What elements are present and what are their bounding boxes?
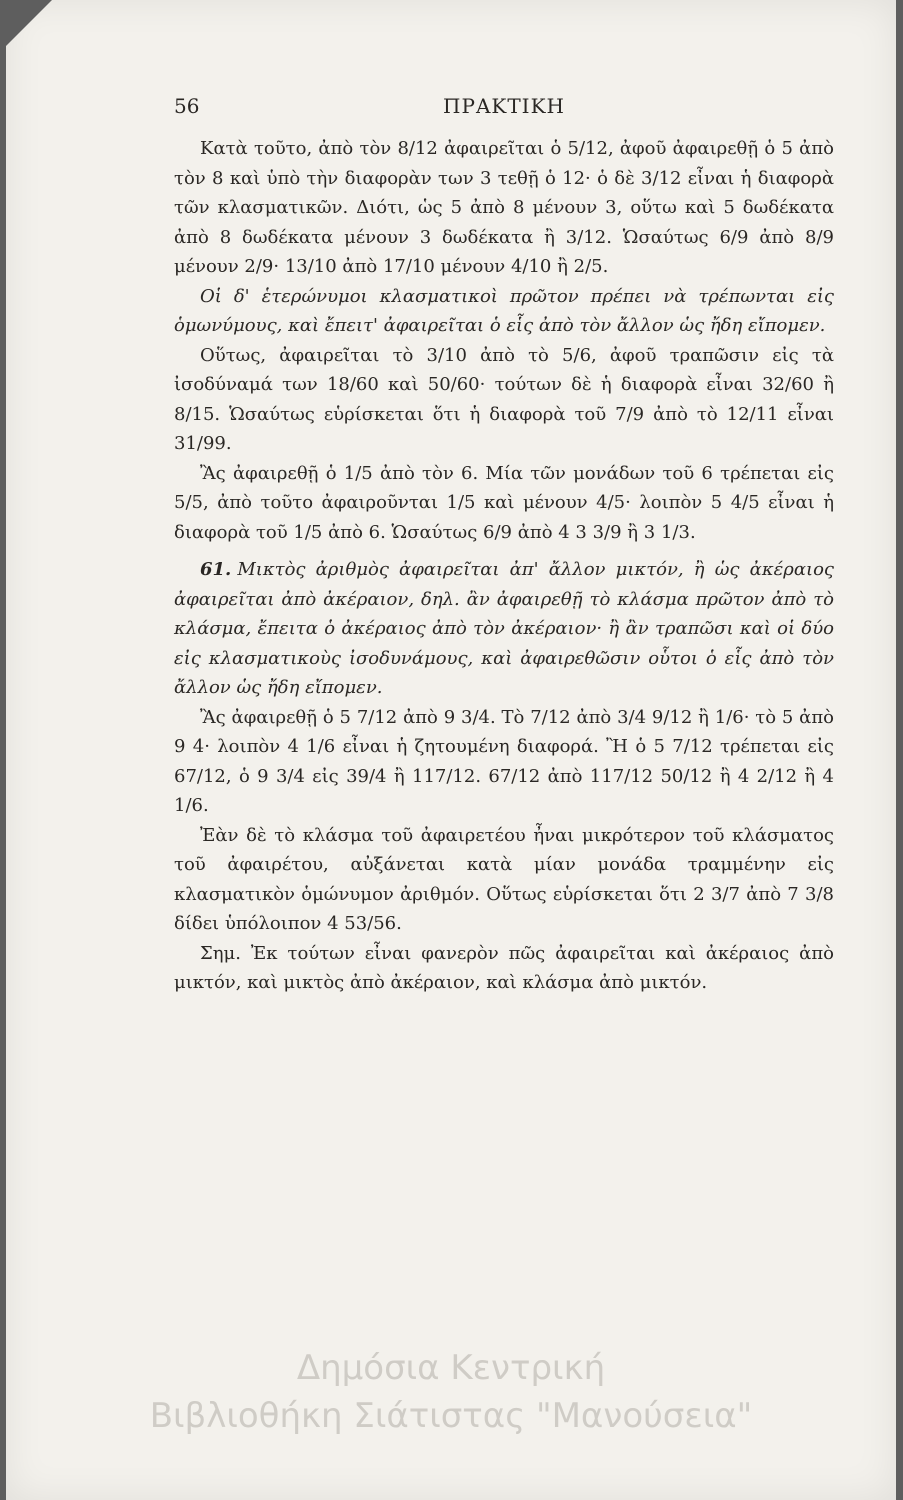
running-head: ΠΡΑΚΤΙΚΗ bbox=[443, 94, 565, 118]
section-61 bbox=[174, 555, 834, 703]
paragraph-1: Κατὰ τοῦτο, ἀπὸ τὸν 8/12 ἀφαιρεῖται ὁ 5/12, ἀφοῦ ἀφαιρεθῇ ὁ 5 ἀπὸ τὸν 8 καὶ ὑπὸ τὴν διαφορὰν των 3 τεθῇ ὁ 12· ὁ δὲ 3/12 εἶναι ἡ διαφορὰ τῶν κλασματικῶν. Διότι, ὡς 5 ἀπὸ 8 μένουν 3, οὕτω καὶ 5 δωδέκατα ἀπὸ 8 δωδέκατα μένουν 3 δωδέκατα ἢ 3/12. Ὡσαύτως 6/9 ἀπὸ 8/9 μένουν 2/9· 13/10 ἀπὸ 17/10 μένουν 4/10 ἢ 2/5. bbox=[174, 138, 834, 277]
library-watermark-line-1: Δημόσια Κεντρική bbox=[296, 1348, 606, 1388]
page-corner bbox=[6, 0, 52, 46]
page-number: 56 bbox=[174, 94, 200, 118]
library-watermark-line-2: Βιβλιοθήκη Σιάτιστας "Μανούσεια" bbox=[149, 1396, 753, 1436]
book-page bbox=[6, 0, 896, 1500]
section-number: 61. bbox=[200, 559, 232, 580]
note: Σημ. Ἐκ τούτων εἶναι φανερὸν πῶς ἀφαιρεῖται καὶ ἀκέραιος ἀπὸ μικτόν, καὶ μικτὸς ἀπὸ ἀκέραιον, καὶ κλάσμα ἀπὸ μικτόν. bbox=[174, 942, 834, 993]
paragraph-7: Ἐὰν δὲ τὸ κλάσμα τοῦ ἀφαιρετέου ἦναι μικρότερον τοῦ κλάσματος τοῦ ἀφαιρέτου, αὐξάνεται κατὰ μίαν μονάδα τραμμένην εἰς κλασματικὸν ὁμώνυμον ἀριθμόν. Οὕτως εὑρίσκεται ὅτι 2 3/7 ἀπὸ 7 3/8 δίδει ὑπόλοιπον 4 53/56. bbox=[174, 824, 834, 934]
paragraph-6: Ἂς ἀφαιρεθῇ ὁ 5 7/12 ἀπὸ 9 3/4. Τὸ 7/12 ἀπὸ 3/4 9/12 ἢ 1/6· τὸ 5 ἀπὸ 9 4· λοιπὸν 4 1/6 εἶναι ἡ ζητουμένη διαφορά. Ἢ ὁ 5 7/12 τρέπεται εἰς 67/12, ὁ 9 3/4 εἰς 39/4 ἢ 117/12. 67/12 ἀπὸ 117/12 50/12 ἢ 4 2/12 ἢ 4 1/6. bbox=[174, 706, 834, 816]
section-rule: Μικτὸς ἀριθμὸς ἀφαιρεῖται ἀπ' ἄλλον μικτόν, ἢ ὡς ἀκέραιος ἀφαιρεῖται ἀπὸ ἀκέραιον, δηλ. ἂν ἀφαιρεθῇ τὸ κλάσμα πρῶτον ἀπὸ τὸ κλάσμα, ἔπειτα ὁ ἀκέραιος ἀπὸ τὸν ἀκέραιον· ἢ ἂν τραπῶσι καὶ οἱ δύο εἰς κλασματικοὺς ἰσοδυνάμους, καὶ ἀφαιρεθῶσιν οὗτοι ὁ εἷς ἀπὸ τὸν ἄλλον ὡς ἤδη εἴπομεν. bbox=[174, 559, 834, 698]
page-header bbox=[174, 92, 834, 134]
paragraph-4: Ἂς ἀφαιρεθῇ ὁ 1/5 ἀπὸ τὸν 6. Μία τῶν μονάδων τοῦ 6 τρέπεται εἰς 5/5, ἀπὸ τοῦτο ἀφαιροῦνται 1/5 καὶ μένουν 4/5· λοιπὸν 5 4/5 εἶναι ἡ διαφορὰ τοῦ 1/5 ἀπὸ 6. Ὡσαύτως 6/9 ἀπὸ 4 3 3/9 ἢ 3 1/3. bbox=[174, 462, 834, 543]
rule-heteronymous: Οἱ δ' ἑτερώνυμοι κλασματικοὶ πρῶτον πρέπει νὰ τρέπωνται εἰς ὁμωνύμους, καὶ ἔπειτ' ἀφαιρεῖται ὁ εἷς ἀπὸ τὸν ἄλλον ὡς ἤδη εἴπομεν. bbox=[174, 285, 834, 336]
page-text bbox=[174, 92, 834, 998]
paragraph-3: Οὕτως, ἀφαιρεῖται τὸ 3/10 ἀπὸ τὸ 5/6, ἀφοῦ τραπῶσιν εἰς τὰ ἰσοδύναμά των 18/60 καὶ 50/60· τούτων δὲ ἡ διαφορὰ εἶναι 32/60 ἢ 8/15. Ὡσαύτως εὑρίσκεται ὅτι ἡ διαφορὰ τοῦ 7/9 ἀπὸ τὸ 12/11 εἶναι 31/99. bbox=[174, 344, 834, 454]
